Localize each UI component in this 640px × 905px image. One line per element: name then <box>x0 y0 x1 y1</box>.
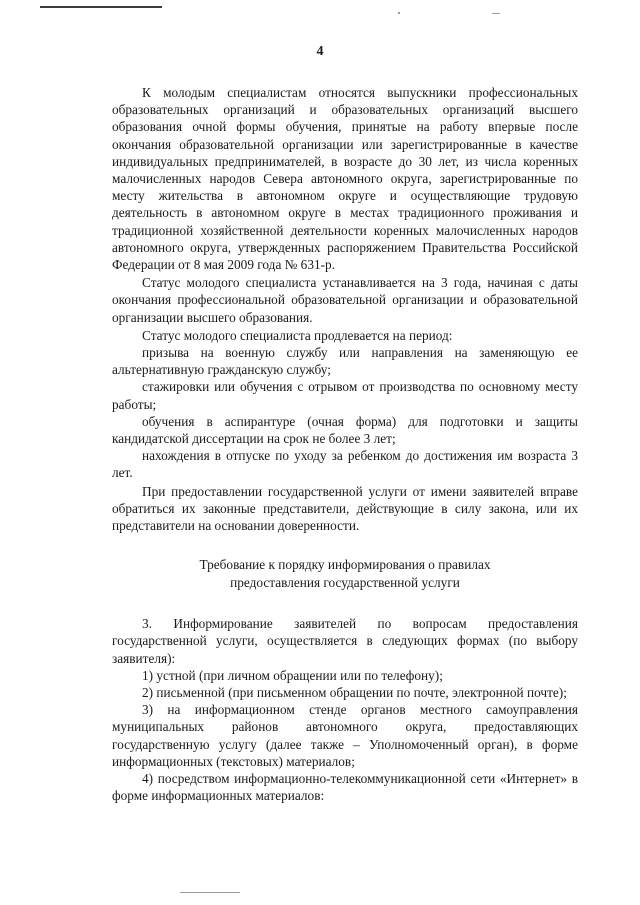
paragraph-status-duration: Статус молодого специалиста устанавливается на 3 года, начиная с даты окончания профессиональной образовательной организации и образовательной организации высшего образования. <box>112 275 578 325</box>
scan-speck <box>492 13 500 14</box>
section-heading <box>112 556 578 591</box>
scan-speck <box>180 892 240 893</box>
paragraph-representatives: При предоставлении государственной услуги от имени заявителей вправе обратиться их законные представители, действующие в силу закона, или их представители на основании доверенности. <box>112 483 578 534</box>
list-item-internet: 4) посредством информационно-телекоммуникационной сети «Интернет» в форме информационных материалов: <box>112 770 578 804</box>
paragraph-young-specialists-definition: К молодым специалистам относятся выпускники профессиональных образовательных организаций и образовательных организаций высшего образования очной формы обучения, принятые на работу впервые после окончания образовательной организации или зарегистрированные в качестве индивидуальных предпринимателей, в возрасте до 30 лет, из числа коренных малочисленных народов Севера автономного округа, зарегистрированные по месту жительства в автономном округе и осуществляющие трудовую деятельность в автономном округе в местах традиционного проживания и традиционной хозяйственной деятельности коренных малочисленных народов автономного округа, утвержденных распоряжением Правительства Российской Федерации от 8 мая 2009 года № 631-р. <box>112 85 578 273</box>
paragraph-extension-military: призыва на военную службу или направления на заменяющую ее альтернативную гражданскую службу; <box>112 345 578 378</box>
document-body <box>112 84 578 804</box>
scan-artifact-line <box>40 6 162 8</box>
list-item-oral: 1) устной (при личном обращении или по телефону); <box>142 667 443 683</box>
list-item-info-stand: 3) на информационном стенде органов местного самоуправления муниципальных районов автономного округа, предоставляющих государственную услугу (далее также – Уполномоченный орган), в форме информационных (текстовых) материалов; <box>112 702 578 769</box>
paragraph-extension-parental-leave: нахождения в отпуске по уходу за ребенком до достижения им возраста 3 лет. <box>112 448 578 481</box>
paragraph-information-forms: 3. Информирование заявителей по вопросам предоставления государственной услуги, осуществляется в следующих формах (по выбору заявителя): <box>112 616 578 666</box>
paragraph-extension-postgraduate: обучения в аспирантуре (очная форма) для подготовки и защиты кандидатской диссертации на срок не более 3 лет; <box>112 413 578 447</box>
section-heading-line-1: Требование к порядку информирования о правилах <box>199 557 491 573</box>
section-heading-line-2: предоставления государственной услуги <box>230 574 460 590</box>
paragraph-status-extension: Статус молодого специалиста продлевается на период: <box>142 327 453 343</box>
list-item-written: 2) письменной (при письменном обращении по почте, электронной почте); <box>142 684 567 700</box>
page-number: 4 <box>316 44 324 59</box>
paragraph-extension-internship: стажировки или обучения с отрывом от производства по основному месту работы; <box>112 379 578 412</box>
scan-speck <box>398 12 400 14</box>
